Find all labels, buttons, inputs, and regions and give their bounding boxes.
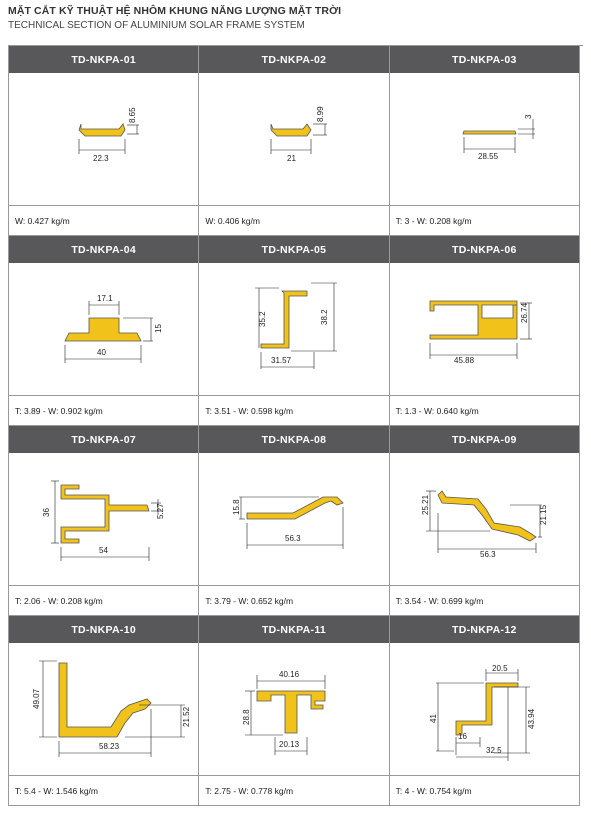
dim-label: 49.07: [32, 688, 41, 709]
dim-label: 43.94: [526, 708, 536, 729]
profile-code: TD-NKPA-10: [9, 616, 198, 643]
profile-shape: [430, 301, 517, 339]
profile-drawing: [390, 73, 580, 203]
profile-shape: [247, 497, 343, 519]
profile-drawing: [9, 263, 199, 393]
dim-label: 28.8: [242, 709, 252, 725]
grid-row: [9, 46, 583, 236]
profile-spec: T: 5.4 - W: 1.546 kg/m: [9, 775, 198, 805]
dim-label: 21.52: [182, 706, 191, 727]
profile-card: [199, 236, 389, 426]
profile-card: [390, 426, 580, 616]
title-english: TECHNICAL SECTION OF ALUMINIUM SOLAR FRAME SYSTEM: [8, 20, 305, 31]
profile-drawing: [199, 643, 389, 773]
dim-label: 25.21: [420, 494, 430, 515]
dim-label: 16: [457, 732, 467, 741]
dim-label: 32.5: [485, 746, 502, 755]
dim-label: 40: [97, 348, 106, 357]
dim-label: 45.88: [453, 356, 474, 365]
profile-card: [390, 236, 580, 426]
profile-drawing: [9, 643, 199, 773]
profile-code: TD-NKPA-11: [199, 616, 388, 643]
profile-card: [390, 46, 580, 236]
profile-grid: [8, 45, 583, 806]
profile-shape: [257, 691, 325, 733]
dim-label: 22.3: [93, 154, 109, 163]
profile-card: [390, 616, 580, 806]
profile-drawing: [9, 453, 199, 583]
profile-card: [9, 426, 199, 616]
profile-code: TD-NKPA-09: [390, 426, 579, 453]
dim-label: 54: [99, 546, 108, 555]
dim-label: 56.3: [285, 534, 301, 543]
profile-drawing: [9, 73, 199, 203]
dim-label: 31.57: [271, 356, 292, 365]
profile-spec: T: 2.75 - W: 0.778 kg/m: [199, 775, 388, 805]
profile-code: TD-NKPA-01: [9, 46, 198, 73]
profile-card: [199, 616, 389, 806]
profile-card: [199, 46, 389, 236]
profile-shape: [261, 291, 307, 348]
dim-label: 17.1: [97, 294, 113, 303]
dim-label: 5.27: [156, 503, 165, 519]
profile-shape: [79, 124, 125, 136]
profile-card: [9, 236, 199, 426]
profile-code: TD-NKPA-07: [9, 426, 198, 453]
dim-label: 3: [523, 114, 533, 119]
profile-code: TD-NKPA-05: [199, 236, 388, 263]
profile-shape: [271, 124, 311, 136]
profile-drawing: [390, 643, 580, 773]
grid-row: [9, 236, 583, 426]
profile-card: [9, 616, 199, 806]
dim-label: 35.2: [258, 311, 268, 327]
dim-label: 36: [42, 508, 51, 517]
title-vietnamese: MẶT CẮT KỸ THUẬT HỆ NHÔM KHUNG NĂNG LƯỢNG MẶT TRỜI: [8, 5, 342, 17]
profile-spec: T: 3 - W: 0.208 kg/m: [390, 205, 579, 235]
profile-drawing: [199, 73, 389, 203]
dim-label: 21: [287, 154, 297, 163]
profile-shape: [65, 318, 141, 341]
dim-label: 20.5: [491, 664, 508, 673]
profile-drawing: [199, 263, 389, 393]
profile-code: TD-NKPA-03: [390, 46, 579, 73]
profile-card: [9, 46, 199, 236]
profile-code: TD-NKPA-04: [9, 236, 198, 263]
dim-label: 15.8: [232, 499, 242, 515]
dim-label: 38.2: [320, 309, 330, 325]
dim-label: 20.13: [279, 740, 300, 749]
dim-label: 8.99: [316, 106, 326, 122]
profile-card: [199, 426, 389, 616]
profile-code: TD-NKPA-06: [390, 236, 579, 263]
profile-spec: T: 3.54 - W: 0.699 kg/m: [390, 585, 579, 615]
dim-label: 56.3: [479, 550, 496, 559]
profile-spec: T: 3.89 - W: 0.902 kg/m: [9, 395, 198, 425]
profile-spec: T: 4 - W: 0.754 kg/m: [390, 775, 579, 805]
profile-shape: [59, 663, 151, 737]
profile-code: TD-NKPA-12: [390, 616, 579, 643]
dim-label: 58.23: [99, 742, 120, 751]
profile-spec: W: 0.427 kg/m: [9, 205, 198, 235]
page-header: [8, 5, 341, 31]
profile-shape: [61, 485, 149, 543]
dim-label: 8.65: [128, 107, 137, 123]
profile-code: TD-NKPA-02: [199, 46, 388, 73]
dim-label: 21.15: [538, 504, 548, 525]
profile-spec: W: 0.406 kg/m: [199, 205, 388, 235]
profile-drawing: [199, 453, 389, 583]
profile-shape: [456, 683, 518, 735]
grid-row: [9, 616, 583, 806]
profile-spec: T: 3.51 - W: 0.598 kg/m: [199, 395, 388, 425]
dim-label: 28.55: [477, 152, 498, 161]
profile-drawing: [390, 263, 580, 393]
profile-spec: T: 1.3 - W: 0.640 kg/m: [390, 395, 579, 425]
profile-drawing: [390, 453, 580, 583]
profile-spec: T: 2.06 - W: 0.208 kg/m: [9, 585, 198, 615]
profile-code: TD-NKPA-08: [199, 426, 388, 453]
grid-row: [9, 426, 583, 616]
dim-label: 15: [154, 324, 163, 333]
dim-label: 40.16: [279, 670, 300, 679]
profile-shape: [463, 131, 516, 134]
profile-shape: [438, 491, 536, 541]
dim-label: 26.74: [519, 302, 529, 323]
dim-label: 41: [428, 714, 438, 723]
profile-spec: T: 3.79 - W: 0.652 kg/m: [199, 585, 388, 615]
